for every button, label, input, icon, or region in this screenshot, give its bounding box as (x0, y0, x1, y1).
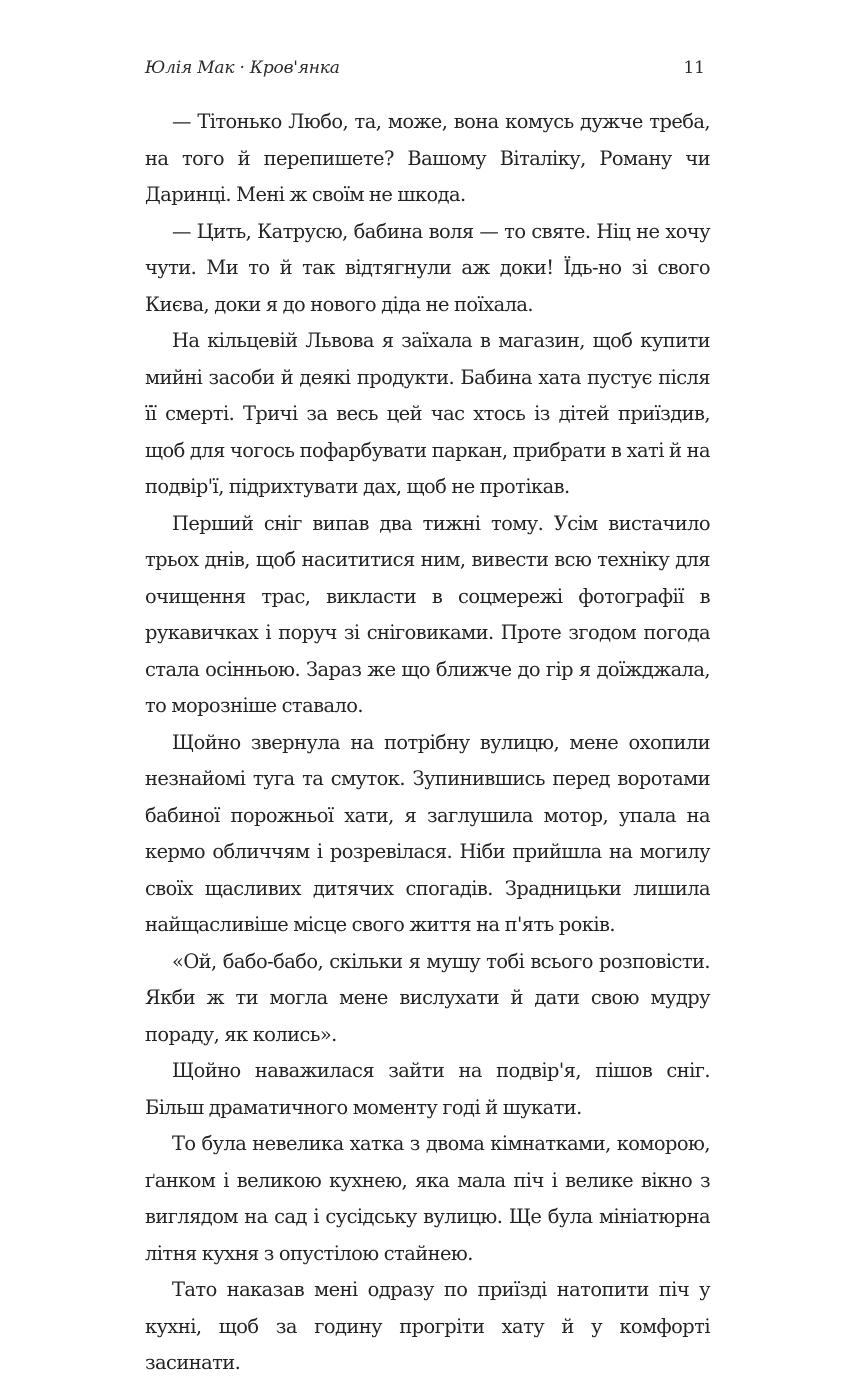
running-head-author-title: Юлія Мак · Кров'янка (145, 58, 340, 78)
paragraph: На кільцевій Львова я заїхала в магазин, щоб купити мийні засоби й деякі продукти. Бабина хата пустує після її смерті. Тричі за весь цей час хтось із дітей приїздив, щоб для чогось пофарбувати паркан, прибрати в хаті й на подвір'ї, підрихтувати дах, щоб не протікав. (145, 329, 710, 498)
paragraph: Перший сніг випав два тижні тому. Усім вистачило трьох днів, щоб насититися ним, вивести всю техніку для очищення трас, викласти в соцмережі фотографії в рукавичках і поруч зі сніговиками. Проте згодом погода стала осінньою. Зараз же що ближче до гір я доїжджала, то морозніше ставало. (145, 511, 710, 717)
paragraph: Щойно звернула на потрібну вулицю, мене охопили незнайомі туга та смуток. Зупинившись перед воротами бабиної порожньої хати, я заглушила мотор, упала на кермо обличчям і розревілася. Ніби прийшла на могилу своїх щасливих дитячих спогадів. Зрадницьки лишила найщасливіше місце свого життя на п'ять років. (145, 730, 710, 936)
paragraph: Тато наказав мені одразу по приїзді натопити піч у кухні, щоб за годину прогріти хату й у комфорті засинати. (145, 1278, 710, 1374)
body-text (145, 104, 710, 1382)
paragraph: — Цить, Катрусю, бабина воля — то святе. Ніц не хочу чути. Ми то й так відтягнули аж доки! Їдь-но зі свого Києва, доки я до нового діда не поїхала. (145, 219, 710, 316)
paragraph: Щойно наважилася зайти на подвір'я, пішов сніг. Більш драматичного моменту годі й шукати. (145, 1059, 710, 1119)
paragraph: — Тітонько Любо, та, може, вона комусь дужче треба, на того й перепишете? Вашому Віталіку, Роману чи Даринці. Мені ж своїм не шкода. (145, 110, 710, 206)
page-number: 11 (683, 58, 705, 78)
running-head (145, 58, 705, 88)
paragraph: То була невелика хатка з двома кімнатками, коморою, ґанком і великою кухнею, яка мала піч і велике вікно з виглядом на сад і сусідську вулицю. Ще була мініатюрна літня кухня з опустілою стайнею. (145, 1132, 710, 1265)
paragraph: «Ой, бабо-бабо, скільки я мушу тобі всього розповісти. Якби ж ти могла мене вислухати й дати свою мудру пораду, як колись». (145, 949, 710, 1046)
